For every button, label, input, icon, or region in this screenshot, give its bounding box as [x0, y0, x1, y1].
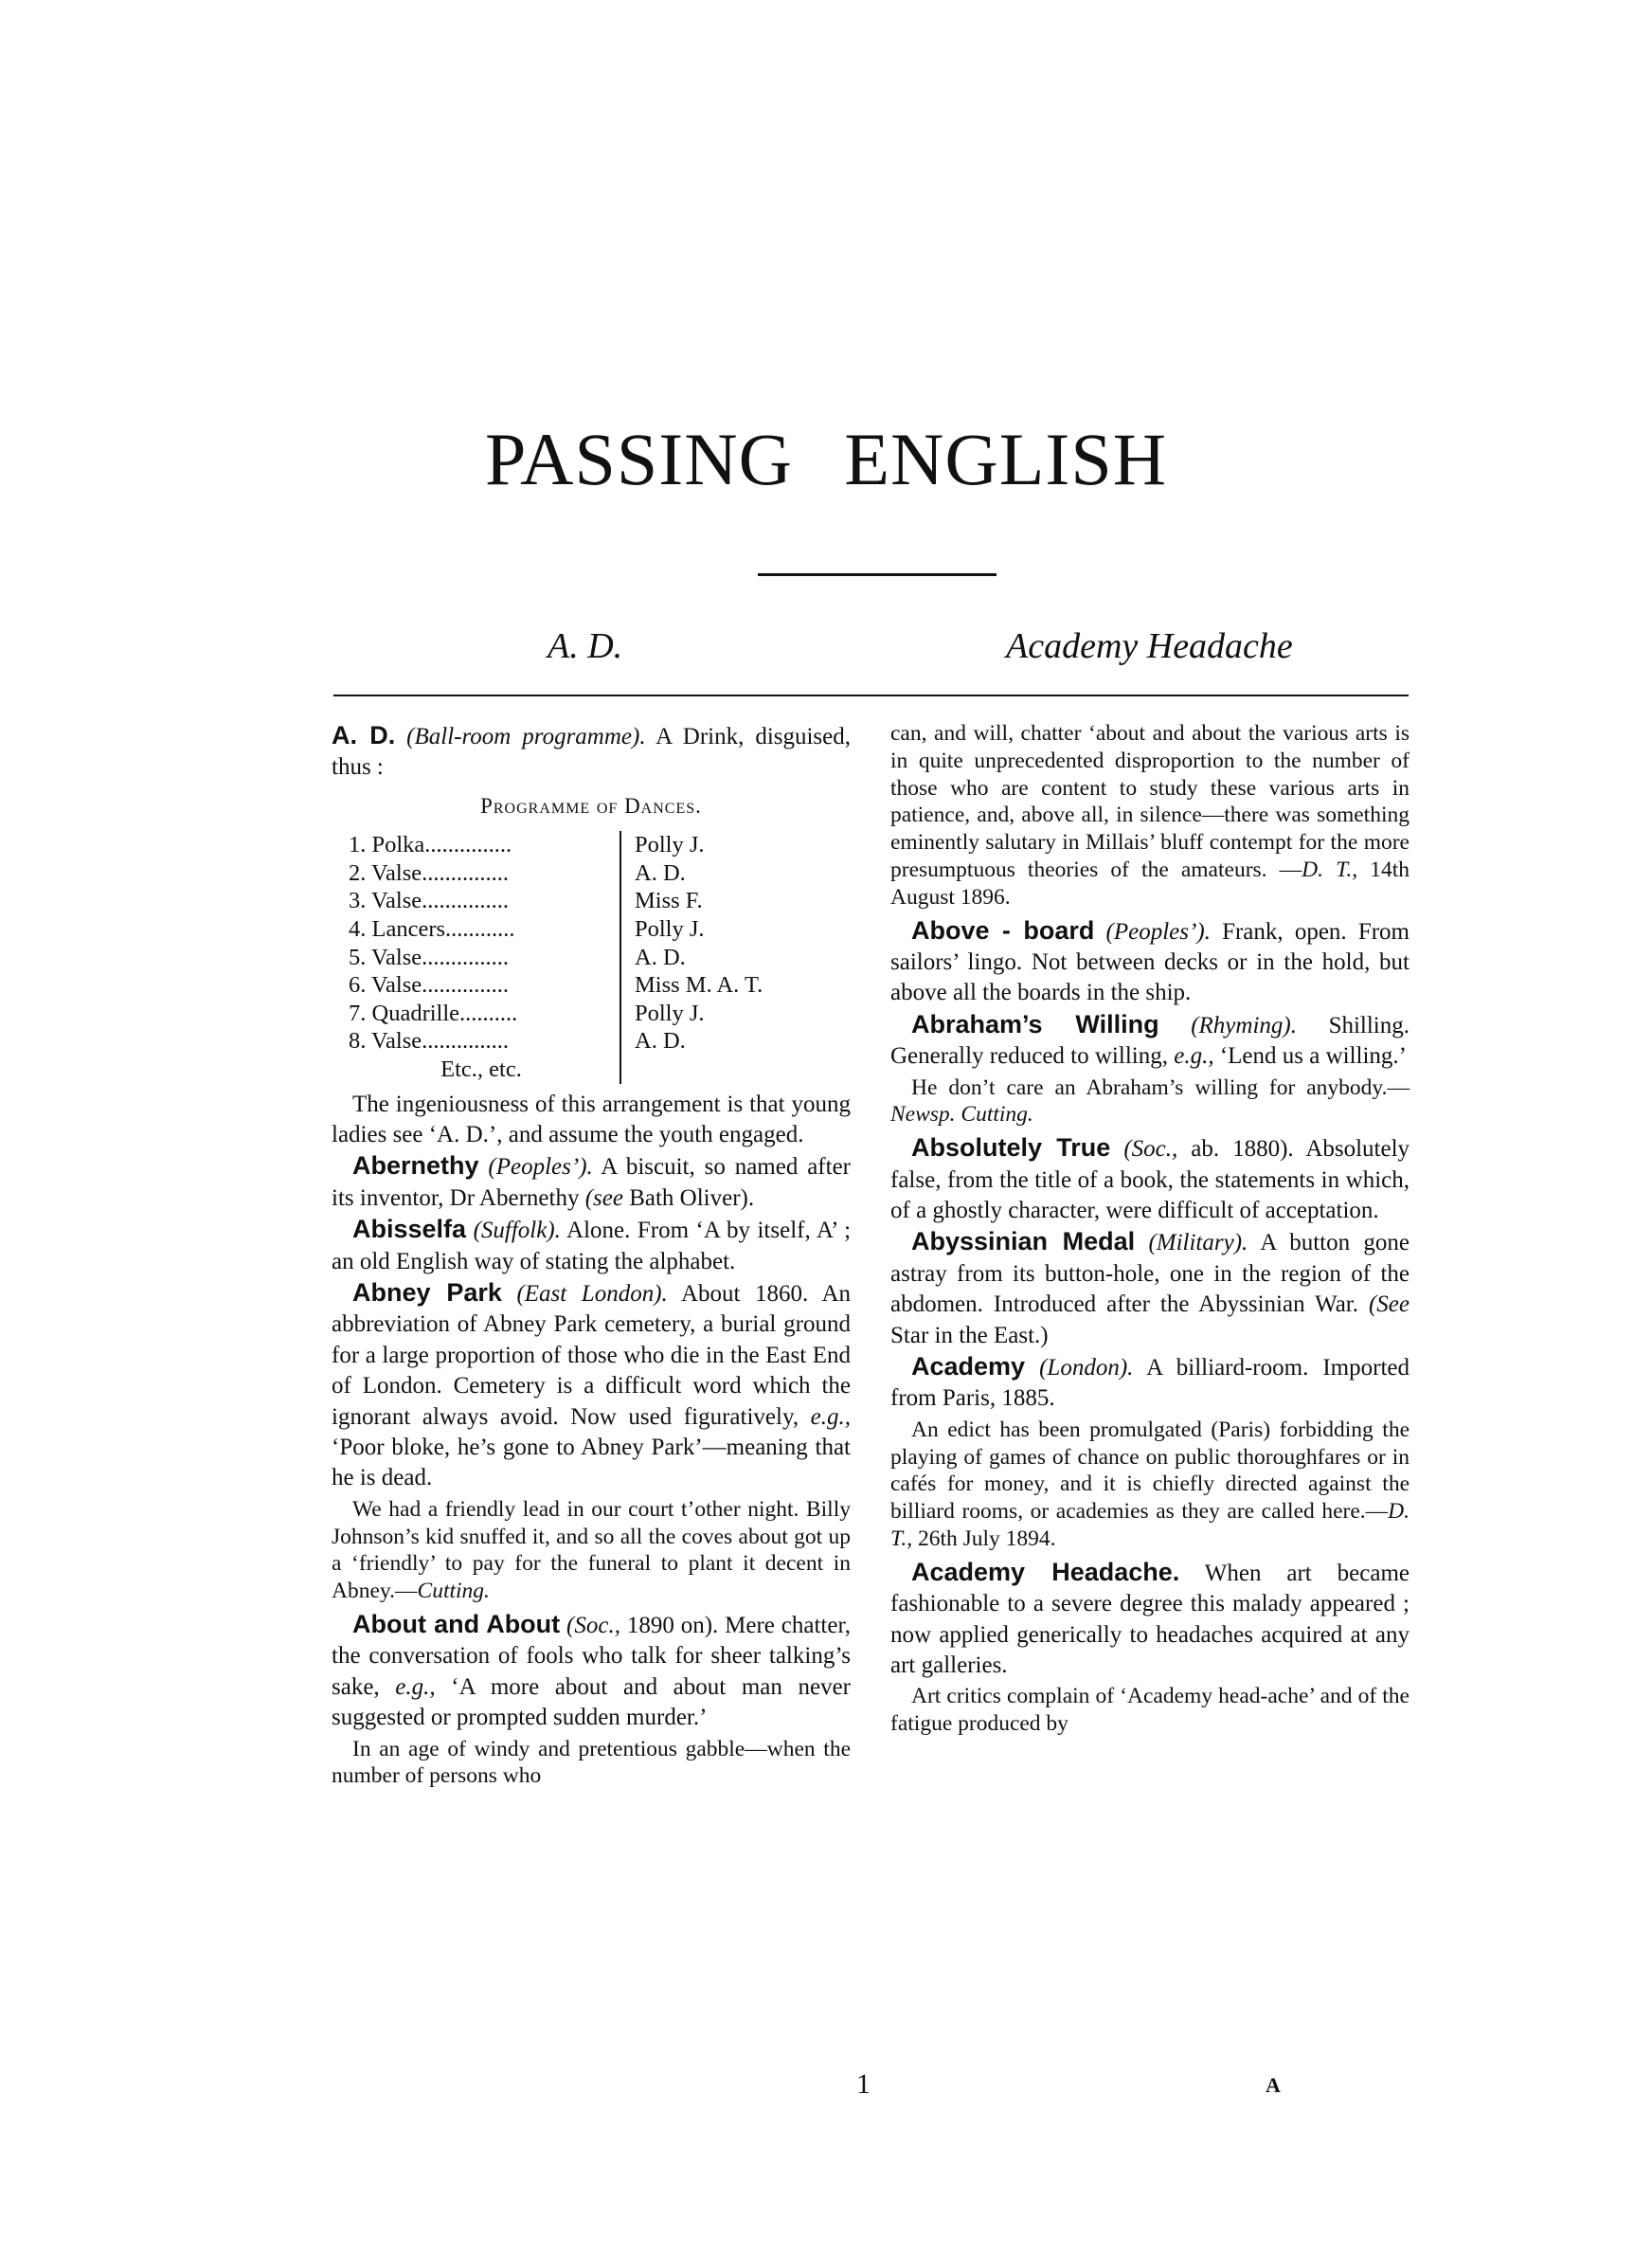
see-marker: (see	[584, 1184, 623, 1211]
running-head-left: A. D.	[548, 626, 623, 666]
dance-partner: A. D.	[635, 944, 686, 970]
quotation: In an age of windy and pretentious gabble—when the number of persons who	[332, 1736, 851, 1789]
usage-label: (Soc.,	[1123, 1136, 1178, 1163]
cross-reference: Star in the East.)	[890, 1322, 1049, 1348]
quote-text: An edict has been promulgated (Paris) forbidding the playing of games of chance on public thoroughfares or in cafés for money, and it is chiefly directed against the billiard rooms, or academies as they are called here.—	[890, 1417, 1410, 1525]
quotation: Art critics complain of ‘Academy head-ache’ and of the fatigue produced by	[890, 1684, 1410, 1737]
dance-partner: A. D.	[635, 859, 686, 886]
definition: When art became fashionable to a severe degree this malady appeared ; now applied generically to headaches acquired at any art galleries.	[890, 1560, 1410, 1679]
headword: Abernethy	[352, 1151, 479, 1181]
see-marker: (See	[1368, 1291, 1410, 1318]
quote-source: Newsp. Cutting.	[890, 1102, 1033, 1128]
quotation-continued	[890, 720, 1410, 912]
programme-row	[349, 1000, 763, 1028]
definition: Shilling. Generally reduced to willing,	[890, 1012, 1410, 1070]
dance-partner: Polly J.	[635, 916, 705, 942]
quotation	[890, 1417, 1410, 1553]
entry-academy-headache	[890, 1557, 1410, 1682]
dance-name: 3. Valse...............	[349, 887, 620, 915]
programme-row	[349, 1056, 763, 1084]
headword: A. D.	[332, 721, 396, 749]
headword: Academy Headache.	[911, 1557, 1180, 1586]
dance-name: 2. Valse...............	[349, 859, 620, 888]
usage-label: (Military).	[1148, 1230, 1248, 1256]
book-title: PASSING ENGLISH	[484, 418, 1168, 500]
programme-row	[349, 887, 763, 915]
headword: Absolutely True	[911, 1133, 1111, 1163]
quote-text: He don’t care an Abraham’s willing for anybody.—	[911, 1074, 1410, 1100]
dance-name: 4. Lancers............	[349, 915, 620, 944]
programme-row	[349, 971, 763, 1000]
eg-marker: e.g.,	[395, 1673, 436, 1700]
usage-label: (Peoples’).	[488, 1154, 593, 1181]
usage-label: (East London).	[516, 1281, 668, 1307]
headword: Abyssinian Medal	[911, 1227, 1136, 1256]
dance-partner: A. D.	[635, 1028, 686, 1055]
usage-label: (Soc.,	[566, 1613, 620, 1639]
definition: A biscuit, so named after its inventor, Dr Abernethy	[332, 1154, 852, 1211]
programme-row	[349, 1027, 763, 1056]
example: ‘Poor bloke, he’s gone to Abney Park’—meaning that he is dead.	[332, 1435, 851, 1491]
dance-partner: Polly J.	[635, 1000, 705, 1026]
headword: Abraham’s Willing	[911, 1009, 1159, 1038]
quotation	[890, 1074, 1410, 1129]
usage-label: (Rhyming).	[1191, 1012, 1297, 1038]
signature-mark: A	[1266, 2073, 1281, 2097]
usage-label: (Peoples’).	[1105, 918, 1211, 945]
ad-note: The ingeniousness of this arrangement is that young ladies see ‘A. D.’, and assume the youth engaged.	[332, 1091, 851, 1147]
programme-title: Programme of Dances.	[480, 793, 702, 818]
dance-name: 8. Valse...............	[349, 1027, 620, 1056]
programme-row	[349, 944, 763, 972]
definition: Mere chatter, the conversation of fools who talk for sheer talking’s sake,	[332, 1613, 852, 1700]
page-number: 1	[856, 2068, 871, 2100]
programme-etc: Etc., etc.	[349, 1056, 620, 1084]
usage-date: 1890 on).	[626, 1613, 719, 1639]
quote-date: 26th July 1894.	[917, 1526, 1056, 1552]
quote-source: Cutting.	[417, 1579, 490, 1604]
usage-label: (Ball-room programme).	[406, 724, 646, 749]
definition: About 1860. An abbreviation of Abney Park cemetery, a burial ground for a large proportion of those who die in the East End of London. Cemetery is a difficult word which the ignorant always avoid. Now used figuratively,	[332, 1281, 851, 1430]
dance-partner: Miss F.	[635, 888, 703, 914]
entry-abrahams-willing	[890, 1009, 1410, 1073]
usage-label: (Suffolk).	[473, 1218, 561, 1244]
definition: A Drink, disguised, thus :	[332, 724, 852, 781]
headword: Above - board	[911, 915, 1095, 945]
usage-label: (London).	[1039, 1355, 1134, 1381]
programme-row	[349, 859, 763, 888]
entry-abyssinian-medal	[890, 1226, 1410, 1351]
entry-abisselfa	[332, 1214, 851, 1277]
quote-date: 14th August 1896.	[890, 857, 1410, 910]
right-column	[890, 720, 1410, 1742]
dance-partner: Miss M. A. T.	[635, 972, 763, 999]
definition: A billiard-room. Imported from Paris, 1885.	[890, 1355, 1410, 1412]
entry-academy	[890, 1351, 1410, 1415]
definition: Absolutely false, from the title of a book, the statements in which, of a ghostly character, were difficult of acceptation.	[890, 1136, 1410, 1224]
quote-text: We had a friendly lead in our court t’other night. Billy Johnson’s kid snuffed it, and so all the coves about got up a ‘friendly’ to pay for the funeral to plant it decent in Abney.—	[332, 1496, 851, 1604]
entry-about-and-about	[332, 1609, 851, 1734]
headword: Academy	[911, 1352, 1026, 1381]
eg-marker: e.g.,	[810, 1403, 852, 1430]
quote-source: D. T.,	[890, 1499, 1410, 1552]
programme-table	[349, 831, 763, 1083]
quote-source: D. T.,	[1302, 857, 1358, 882]
title-rule	[758, 573, 997, 576]
entry-abernethy	[332, 1150, 851, 1214]
headword: About and About	[352, 1610, 561, 1639]
entry-above-board	[890, 915, 1410, 1009]
definition: A button gone astray from its button-hole, one in the region of the abdomen. Introduced after the Abyssinian War.	[890, 1230, 1410, 1318]
dance-partner: Polly J.	[635, 832, 705, 858]
left-column	[332, 720, 851, 1794]
definition: Frank, open. From sailors’ lingo. Not between decks or in the hold, but above all the boards in the ship.	[890, 918, 1410, 1006]
dance-name: 1. Polka...............	[349, 831, 620, 859]
dance-name: 7. Quadrille..........	[349, 1000, 620, 1028]
cross-reference: Bath Oliver).	[629, 1184, 755, 1211]
dance-name: 6. Valse...............	[349, 971, 620, 1000]
example: ‘Lend us a willing.’	[1219, 1043, 1408, 1070]
dance-name: 5. Valse...............	[349, 944, 620, 972]
header-rule	[333, 695, 1409, 696]
quote-text: can, and will, chatter ‘about and about the various arts is in quite unprecedented disproportion to the number of those who are content to study these various arts in patience, and, above all, in silence—there was something eminently salutary in Millais’ bluff contempt for the more presumptuous theories of the amateurs. —	[890, 721, 1410, 882]
headword: Abney Park	[352, 1278, 502, 1307]
entry-absolutely-true	[890, 1132, 1410, 1226]
running-head-right: Academy Headache	[1006, 626, 1293, 666]
quotation	[332, 1496, 851, 1605]
usage-date: ab. 1880).	[1191, 1136, 1294, 1163]
programme-row	[349, 831, 763, 859]
definition: Alone. From ‘A by itself, A’ ; an old English way of stating the alphabet.	[332, 1218, 852, 1274]
entry-ad	[332, 720, 851, 784]
headword: Abisselfa	[352, 1215, 467, 1244]
example: ‘A more about and about man never suggested or prompted sudden murder.’	[332, 1673, 852, 1731]
eg-marker: e.g.,	[1174, 1043, 1214, 1070]
entry-abney-park	[332, 1277, 851, 1494]
programme-row	[349, 915, 763, 944]
